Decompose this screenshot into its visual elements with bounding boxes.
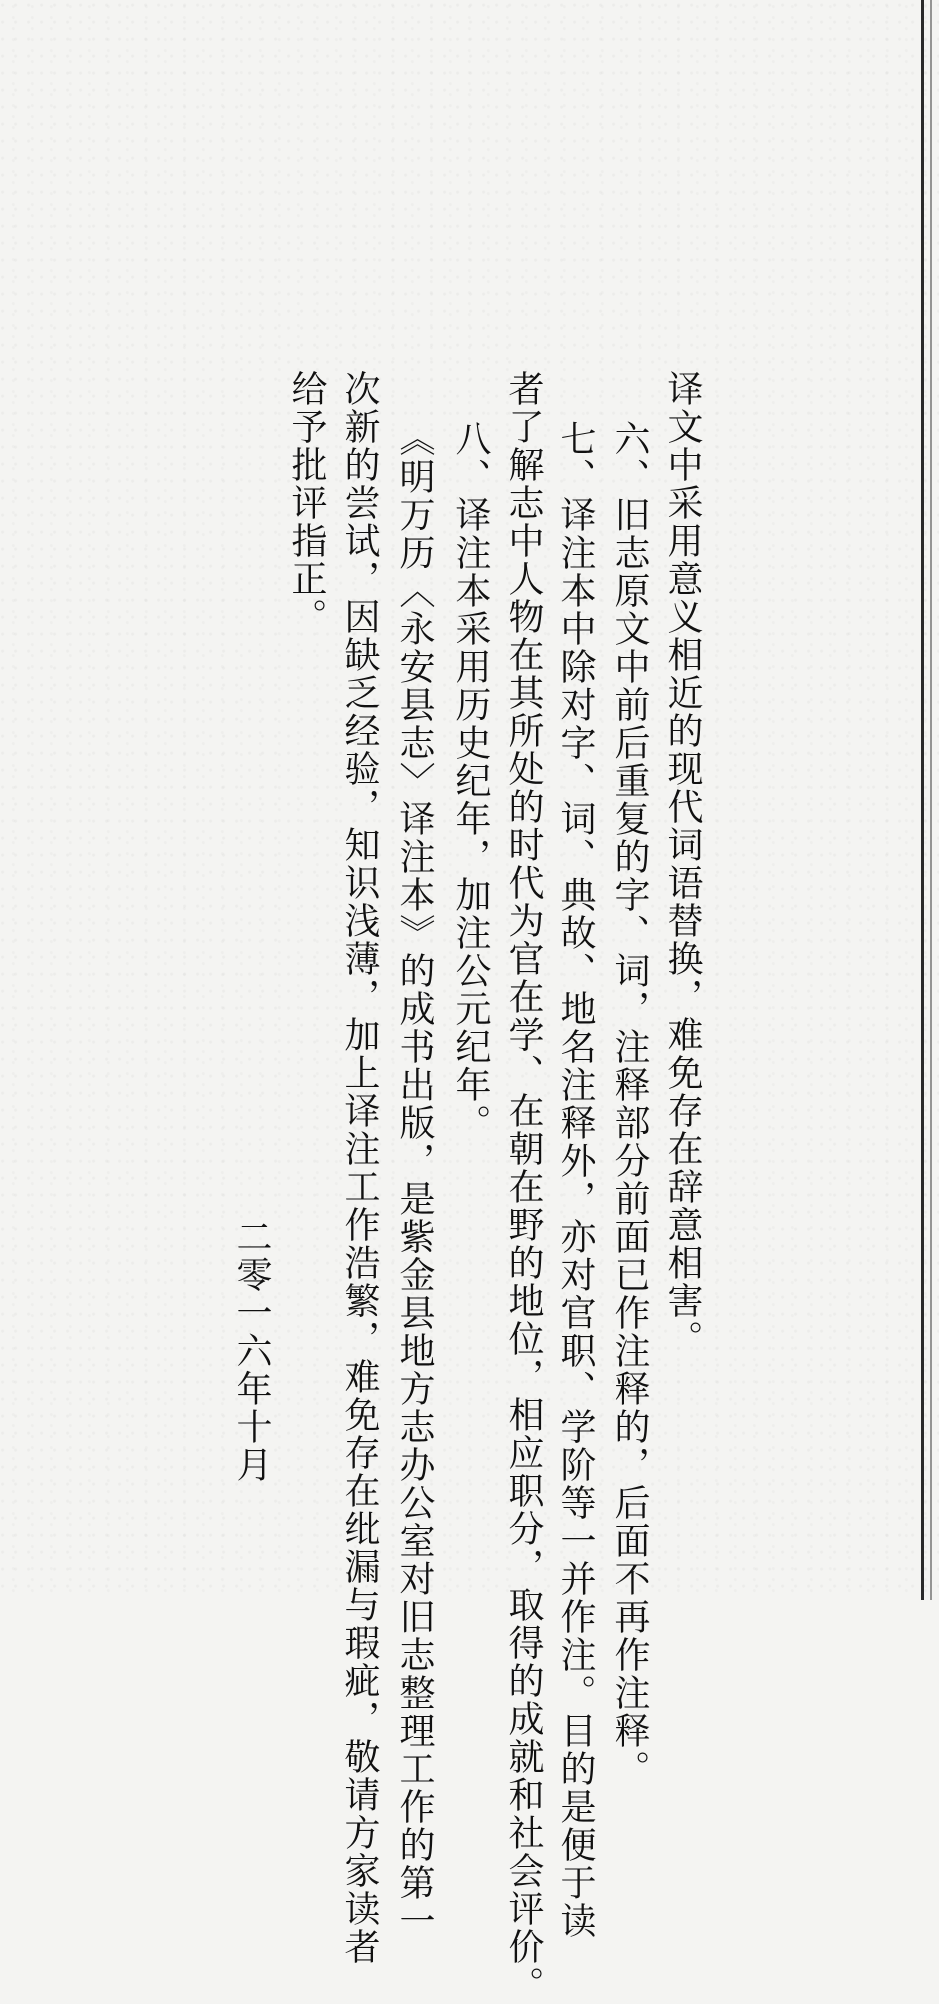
text-column-6: 《明万历〈永安县志〉译注本》的成书出版，是紫金县地方志办公室对旧志整理工作的第一	[394, 420, 435, 1940]
text-column-1: 译文中采用意义相近的现代词语替换，难免存在辞意相害。	[662, 370, 703, 1358]
text-column-4: 者了解志中人物在其所处的时代为官在学、在朝在野的地位，相应职分，取得的成就和社会评价。	[503, 370, 544, 2004]
text-column-2: 六、旧志原文中前后重复的字、词，注释部分前面已作注释的，后面不再作注释。	[609, 420, 650, 1788]
text-column-5: 八、译注本采用历史纪年，加注公元纪年。	[450, 420, 491, 1142]
text-column-3: 七、译注本中除对字、词、典故、地名注释外，亦对官职、学阶等一并作注。目的是便于读	[555, 420, 596, 1940]
page-edge-line-secondary	[930, 0, 932, 1600]
document-date: 二零一六年十月	[231, 1218, 272, 1484]
text-column-7: 次新的尝试，因缺乏经验，知识浅薄，加上译注工作浩繁，难免存在纰漏与瑕疵，敬请方家读者	[339, 370, 380, 1966]
text-column-8: 给予批评指正。	[286, 370, 327, 636]
page-edge-line	[921, 0, 924, 1600]
